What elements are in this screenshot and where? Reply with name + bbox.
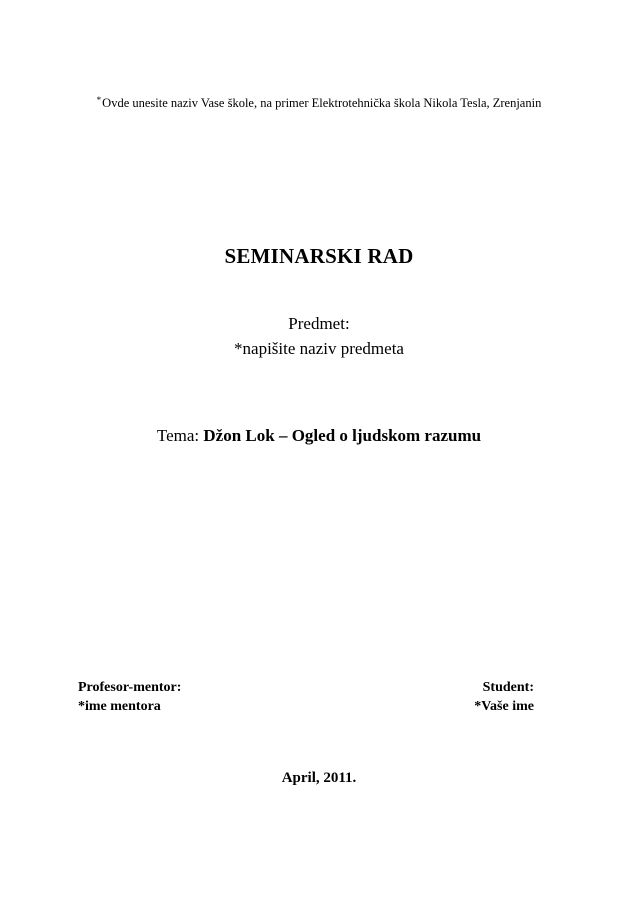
mentor-label: Profesor-mentor: [78,680,182,695]
document-title: SEMINARSKI RAD [224,244,414,268]
school-name-text: Ovde unesite naziv Vase škole, na primer Elektrotehnička škola Nikola Tesla, Zrenjanin [102,96,542,110]
student-value: *Vaše ime [474,699,534,714]
school-name-note [0,92,638,111]
topic-line [0,425,638,446]
student-block [474,678,534,716]
footnote-star: * [96,95,102,105]
subject-label: Predmet: [288,314,350,333]
mentor-block [78,678,181,716]
student-label: Student: [482,680,534,695]
topic-value: Džon Lok – Ogled o ljudskom razumu [203,426,482,445]
subject-value: *napišite naziv predmeta [234,339,404,358]
mentor-value: *ime mentora [78,699,161,714]
document-date: April, 2011. [281,770,357,786]
topic-label: Tema: [156,426,204,445]
